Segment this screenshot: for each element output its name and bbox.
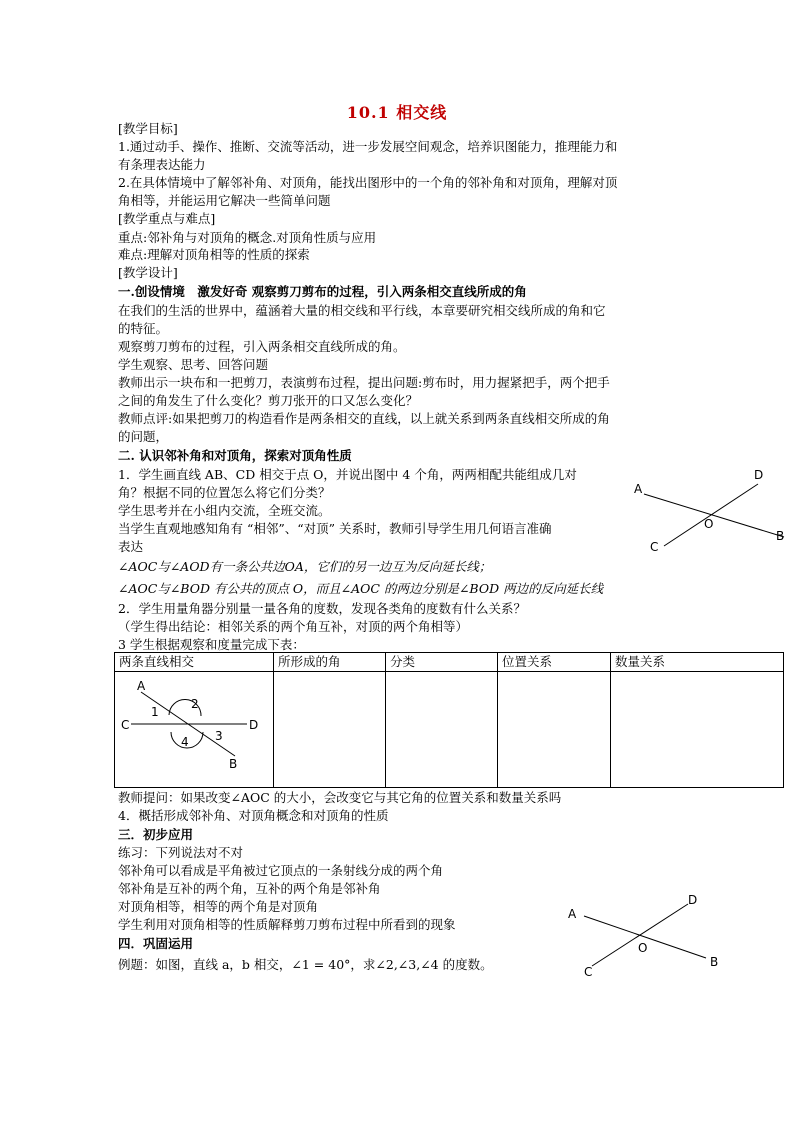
text-line: 在我们的生活的世界中，蕴涵着大量的相交线和平行线，本章要研究相交线所成的角和它 [118,303,606,318]
text-line: 教师提问：如果改变∠AOC 的大小，会改变它与其它角的位置关系和数量关系吗 [118,790,562,805]
point-label: O [704,517,714,531]
text-line: 重点:邻补角与对顶角的概念.对顶角性质与应用 [118,230,377,245]
text-line: 观察剪刀剪布的过程，引入两条相交直线所成的角。 [118,339,406,354]
point-label: D [688,893,698,907]
table-header-row [115,653,784,672]
point-label: B [776,529,785,543]
text-line: 邻补角可以看成是平角被过它顶点的一条射线分成的两个角 [118,863,444,878]
point-label: D [754,468,764,482]
observation-table [114,652,784,788]
text-line: 教师出示一块布和一把剪刀，表演剪布过程，提出问题:剪布时，用力握紧把手，两个把手 [118,375,610,390]
text-line: 有条理表达能力 [118,157,206,172]
text-line: 学生利用对顶角相等的性质解释剪刀剪布过程中所看到的现象 [118,917,456,932]
point-label: D [249,718,259,732]
table-header: 数量关系 [611,653,784,672]
text-line: 3 学生根据观察和度量完成下表： [118,637,305,652]
point-label: C [584,965,593,979]
table-row [115,672,784,788]
table-header: 分类 [386,653,498,672]
math-line: ∠AOC与∠BOD 有公共的顶点 O，而且∠AOC 的两边分别是∠BOD 两边的反向延长线 [118,581,604,596]
numbered-angles-figure [115,672,273,784]
angle-label: 1 [151,705,159,719]
table-cell [498,672,611,788]
table-cell [386,672,498,788]
text-line: 练习：下列说法对不对 [118,845,244,860]
point-label: A [137,679,146,693]
point-label: A [634,482,643,496]
text-line: 的特征。 [118,321,169,336]
text-line: 对顶角相等，相等的两个角是对顶角 [118,899,319,914]
text-line: 角？根据不同的位置怎么将它们分类？ [118,485,331,500]
text-line: 1．学生画直线 AB、CD 相交于点 O，并说出图中 4 个角，两两相配共能组成几对 [118,467,577,482]
point-label: C [121,718,130,732]
table-header: 两条直线相交 [115,653,274,672]
table-header: 位置关系 [498,653,611,672]
text-line: 4．概括形成邻补角、对顶角概念和对顶角的性质 [118,808,389,823]
angle-label: 3 [215,729,223,743]
intersecting-lines-figure [628,462,792,562]
text-line: [教学设计] [118,265,178,280]
point-label: O [638,941,648,955]
text-line: 教师点评:如果把剪刀的构造看作是两条相交的直线，以上就关系到两条直线相交所成的角 [118,411,610,426]
section-heading: 三．初步应用 [118,827,194,842]
point-label: A [568,907,577,921]
table-cell [274,672,386,788]
point-label: B [229,757,238,771]
table-cell [115,672,274,788]
angle-label: 2 [191,697,199,711]
text-line: 的问题， [118,429,169,444]
text-line: 例题：如图，直线 a，b 相交，∠1 = 40°，求∠2,∠3,∠4 的度数。 [118,957,493,972]
text-line: 2.在具体情境中了解邻补角、对顶角，能找出图形中的一个角的邻补角和对顶角，理解对顶 [118,175,618,190]
text-line: 难点:理解对顶角相等的性质的探索 [118,247,310,262]
text-line: 1.通过动手、操作、推断、交流等活动，进一步发展空间观念，培养识图能力，推理能力和 [118,139,618,154]
text-line: 表达 [118,539,144,554]
angle-label: 4 [181,735,189,749]
section-heading: 一.创设情境 激发好奇 观察剪刀剪布的过程，引入两条相交直线所成的角 [118,284,527,299]
text-line: 角相等，并能运用它解决一些简单问题 [118,193,331,208]
math-line: ∠AOC与∠AOD有一条公共边OA，它们的另一边互为反向延长线； [118,559,492,574]
text-line: 学生观察、思考、回答问题 [118,357,269,372]
text-line: [教学重点与难点] [118,211,216,226]
point-label: B [710,955,719,969]
text-line: 之间的角发生了什么变化？剪刀张开的口又怎么变化？ [118,393,419,408]
section-heading: 二. 认识邻补角和对顶角，探索对顶角性质 [118,448,352,463]
text-line: 学生思考并在小组内交流，全班交流。 [118,503,331,518]
section-heading: 四．巩固运用 [118,936,194,951]
point-label: C [650,540,659,554]
text-line: （学生得出结论：相邻关系的两个角互补，对顶的两个角相等） [118,619,469,634]
text-line: 邻补角是互补的两个角，互补的两个角是邻补角 [118,881,381,896]
page-title: 10.1 相交线 [346,103,448,122]
intersecting-lines-figure-2 [562,890,732,982]
text-line: 当学生直观地感知角有 “相邻”、“对顶” 关系时，教师引导学生用几何语言准确 [118,521,552,536]
table-header: 所形成的角 [274,653,386,672]
text-line: [教学目标] [118,121,178,136]
text-line: 2．学生用量角器分别量一量各角的度数，发现各类角的度数有什么关系？ [118,601,526,616]
table-cell [611,672,784,788]
